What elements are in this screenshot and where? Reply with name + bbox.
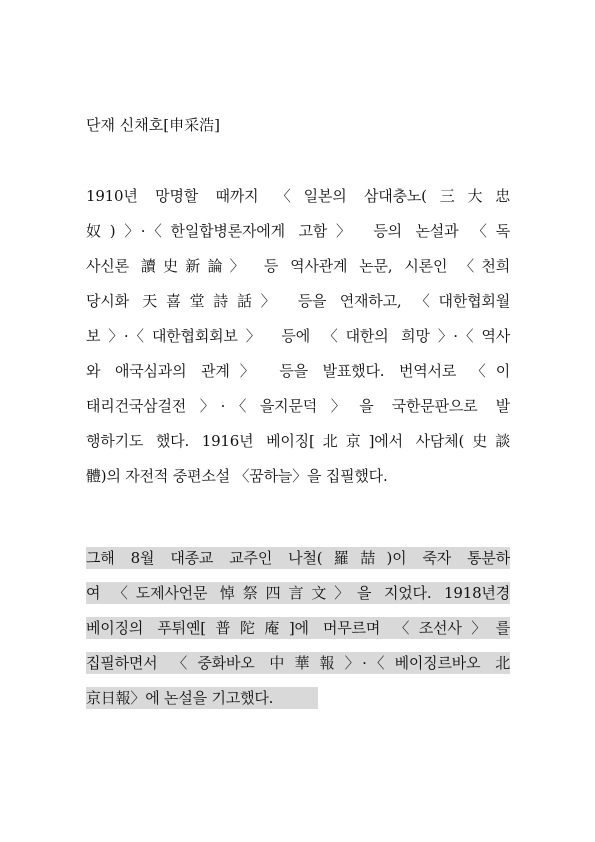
- paragraph-2-line-1: 그해 8월 대종교 교주인 나철(羅喆)이 죽자 통분하: [86, 549, 510, 567]
- paragraph-2-line-2: 여 〈도제사언문 悼祭四言文〉을 지었다. 1918년경: [86, 584, 510, 602]
- paragraph-1-line-9: 體)의 자전적 중편소설 〈꿈하늘〉을 집필했다.: [86, 467, 388, 485]
- paragraph-2-line-3: 베이징의 푸튀옌[普陀庵]에 머무르며 〈조선사〉를: [86, 619, 510, 637]
- paragraph-2-line-4: 집필하면서 〈중화바오 中華報〉·〈베이징르바오 北: [86, 654, 510, 672]
- paragraph-2-line-5: 京日報〉에 논설을 기고했다.: [86, 689, 274, 707]
- paragraph-1-line-4: 당시화 天喜堂詩話〉 등을 연재하고, 〈대한협회월: [86, 292, 510, 310]
- paragraph-1-line-3: 사신론 讀史新論〉 등 역사관계 논문, 시론인 〈천희: [86, 257, 510, 275]
- paragraph-1-line-6: 와 애국심과의 관계〉 등을 발표했다. 번역서로 〈이: [86, 362, 510, 380]
- paragraph-1-line-1: 1910년 망명할 때까지 〈일본의 삼대충노(三大忠: [86, 187, 510, 205]
- paragraph-1-line-2: 奴)〉·〈한일합병론자에게 고함〉 등의 논설과 〈독: [86, 222, 510, 240]
- document-title: 단재 신채호[申采浩]: [86, 116, 220, 134]
- paragraph-1-line-7: 태리건국삼걸전〉·〈을지문덕〉을 국한문판으로 발: [86, 397, 510, 415]
- paragraph-1-line-5: 보〉·〈대한협회회보〉 등에 〈대한의 희망〉·〈역사: [86, 327, 510, 345]
- paragraph-1-line-8: 행하기도 했다. 1916년 베이징[北京]에서 사담체(史談: [86, 432, 510, 450]
